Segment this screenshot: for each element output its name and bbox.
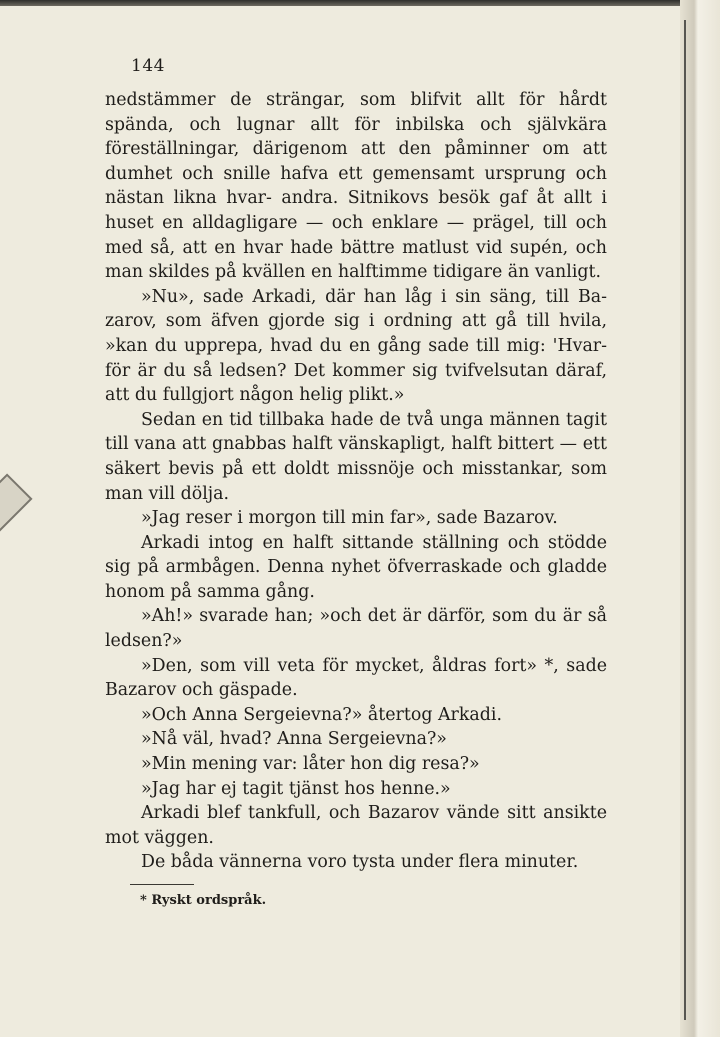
paragraph: Sedan en tid tillbaka hade de två unga männen tagit till vana att gnabbas halft vänskapligt, halft bittert — ett säkert bevis på ett doldt missnöje och misstankar, som man vill dölja. (105, 409, 607, 504)
paragraph: »Nu», sade Arkadi, där han låg i sin säng, till Ba- zarov, som äfven gjorde sig i ordning att gå till hvila, »kan du upprepa, hvad du en gång sade till mig: 'Hvar- för är du så ledsen? Det kommer sig tvifvelsutan däraf, att du fullgjort någon helig plikt.» (105, 286, 607, 406)
paragraph: »Den, som vill veta för mycket, åldras fort» *, sade Bazarov och gäspade. (105, 655, 607, 701)
page-number: 144 (131, 56, 165, 76)
page-right-edge (680, 0, 720, 1037)
paragraph: Arkadi blef tankfull, och Bazarov vände sitt ansikte mot väggen. (105, 803, 607, 848)
binding-shadow-line (684, 20, 686, 1020)
paragraph: nedstämmer de strängar, som blifvit allt för hårdt spända, och lugnar allt för inbilska och självkära föreställningar, därigenom att den påminner om att dumhet och snille hafva ett gemensamt ursprung och nästan likna hvar- andra. Sitnikovs besök gaf åt allt i huset en alldagligare — och enklare — prägel, till och med så, att en hvar hade bättre matlust vid supén, och man skildes på kvällen en halftimme tidigare än vanligt. (105, 90, 607, 283)
scanner-marker-shape (0, 473, 33, 538)
paragraph: »Jag har ej tagit tjänst hos henne.» (141, 778, 451, 799)
footnote-rule (130, 884, 194, 885)
paragraph: »Jag reser i morgon till min far», sade Bazarov. (141, 508, 558, 529)
footnote: * Ryskt ordspråk. (140, 893, 267, 908)
paragraph: »Ah!» svarade han; »och det är därför, som du är så ledsen?» (105, 606, 607, 652)
body-text (105, 88, 607, 875)
paragraph: »Nå väl, hvad? Anna Sergeievna?» (141, 729, 447, 750)
paragraph: »Min mening var: låter hon dig resa?» (141, 754, 480, 775)
paragraph: Arkadi intog en halft sittande ställning och stödde sig på armbågen. Denna nyhet öfverraskade och gladde honom på samma gång. (105, 532, 607, 602)
paragraph: De båda vännerna voro tysta under flera minuter. (141, 852, 579, 873)
page-top-edge (0, 0, 720, 6)
paragraph: »Och Anna Sergeievna?» återtog Arkadi. (141, 704, 502, 725)
